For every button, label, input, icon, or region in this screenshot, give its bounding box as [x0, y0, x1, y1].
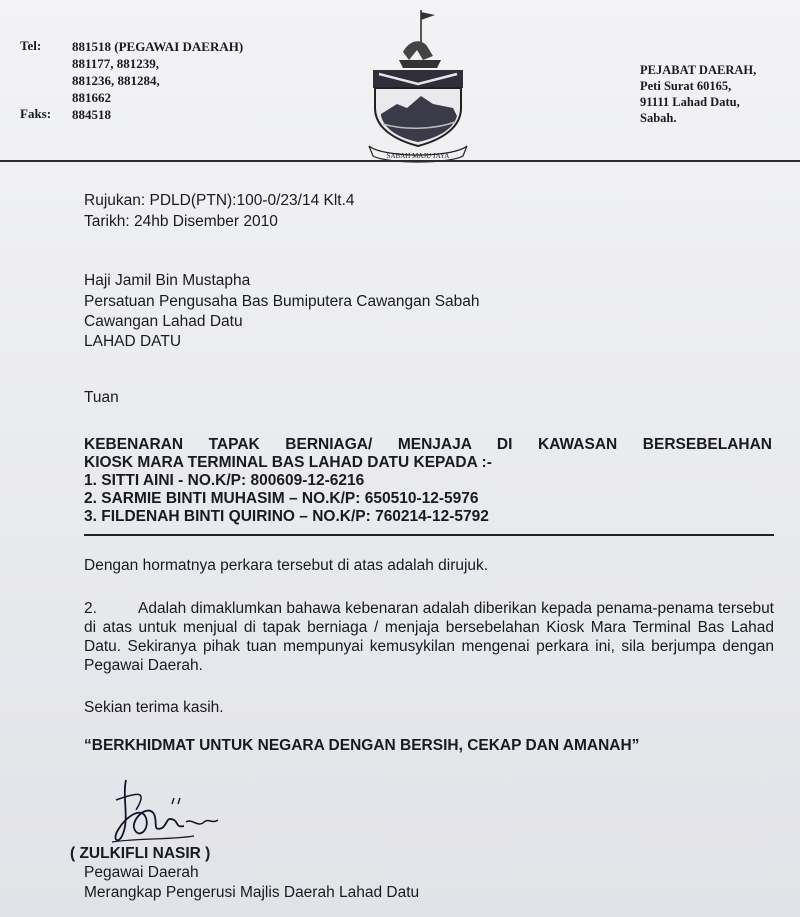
signatory-name: ( ZULKIFLI NASIR ): [70, 845, 211, 862]
reference-label: Rujukan:: [84, 192, 146, 209]
recipient-name: Haji Jamil Bin Mustapha: [84, 272, 251, 289]
permit-holder-list: [84, 472, 489, 526]
salutation: Tuan: [84, 389, 119, 406]
crest-motto: SABAH MAJU JAYA: [386, 152, 450, 160]
list-item: 1. SITTI AINI - NO.K/P: 800609-12-6216: [84, 472, 365, 489]
tel-numbers: [72, 38, 243, 123]
address-line: PEJABAT DAERAH,: [640, 63, 757, 77]
fax-number: 884518: [72, 107, 111, 122]
recipient-town: LAHAD DATU: [84, 333, 182, 350]
list-item: 3. FILDENAH BINTI QUIRINO – NO.K/P: 760214-12-5792: [84, 508, 489, 525]
address-line: 91111 Lahad Datu,: [640, 95, 740, 109]
tel-line: 881662: [72, 90, 111, 105]
subject-underline: [84, 534, 774, 536]
date-value: 24hb Disember 2010: [133, 213, 278, 230]
subject-line-1: KEBENARAN TAPAK BERNIAGA/ MENJAJA DI KAWASAN BERSEBELAHAN: [84, 436, 772, 453]
letterhead-divider: [0, 160, 800, 162]
tel-line: 881518 (PEGAWAI DAERAH): [72, 39, 244, 54]
tel-line: 881236, 881284,: [72, 73, 160, 88]
reference-line: [84, 192, 355, 210]
closing-line: Sekian terima kasih.: [84, 699, 224, 716]
signatory-title: Pegawai Daerah: [84, 864, 199, 881]
tel-line: 881177, 881239,: [72, 56, 160, 71]
date-label: Tarikh:: [84, 213, 130, 230]
address-line: Sabah.: [640, 111, 677, 125]
paragraph-2-text: Adalah dimaklumkan bahawa kebenaran adalah diberikan kepada penama-penama tersebut di atas untuk menjual di tapak berniaga / menjaja bersebelahan Kiosk Mara Terminal Bas Lahad Datu. Sekiranya pihak tuan mempunyai kemusykilan mengenai perkara ini, sila berjumpa dengan Pegawai Daerah.: [84, 600, 774, 674]
paragraph-number: 2.: [84, 600, 97, 617]
fax-label: Faks:: [20, 106, 52, 121]
date-line: [84, 213, 278, 231]
recipient-branch: Cawangan Lahad Datu: [84, 313, 243, 330]
tel-label: Tel:: [20, 38, 42, 53]
subject-line-2: KIOSK MARA TERMINAL BAS LAHAD DATU KEPADA :-: [84, 454, 492, 471]
service-motto: “BERKHIDMAT UNTUK NEGARA DENGAN BERSIH, CEKAP DAN AMANAH”: [84, 737, 640, 754]
signatory-role: Merangkap Pengerusi Majlis Daerah Lahad Datu: [84, 884, 420, 901]
sabah-crest-logo: [363, 4, 473, 164]
paragraph-2: [84, 599, 774, 675]
subject-heading: [84, 436, 772, 472]
reference-value: PDLD(PTN):100-0/23/14 Klt.4: [149, 192, 355, 209]
recipient-organisation: Persatuan Pengusaha Bas Bumiputera Cawangan Sabah: [84, 293, 480, 310]
address-line: Peti Surat 60165,: [640, 79, 732, 93]
handwritten-signature: [108, 770, 228, 850]
list-item: 2. SARMIE BINTI MUHASIM – NO.K/P: 650510-12-5976: [84, 490, 479, 507]
office-address: [640, 62, 756, 126]
opening-sentence: Dengan hormatnya perkara tersebut di atas adalah dirujuk.: [84, 557, 489, 574]
